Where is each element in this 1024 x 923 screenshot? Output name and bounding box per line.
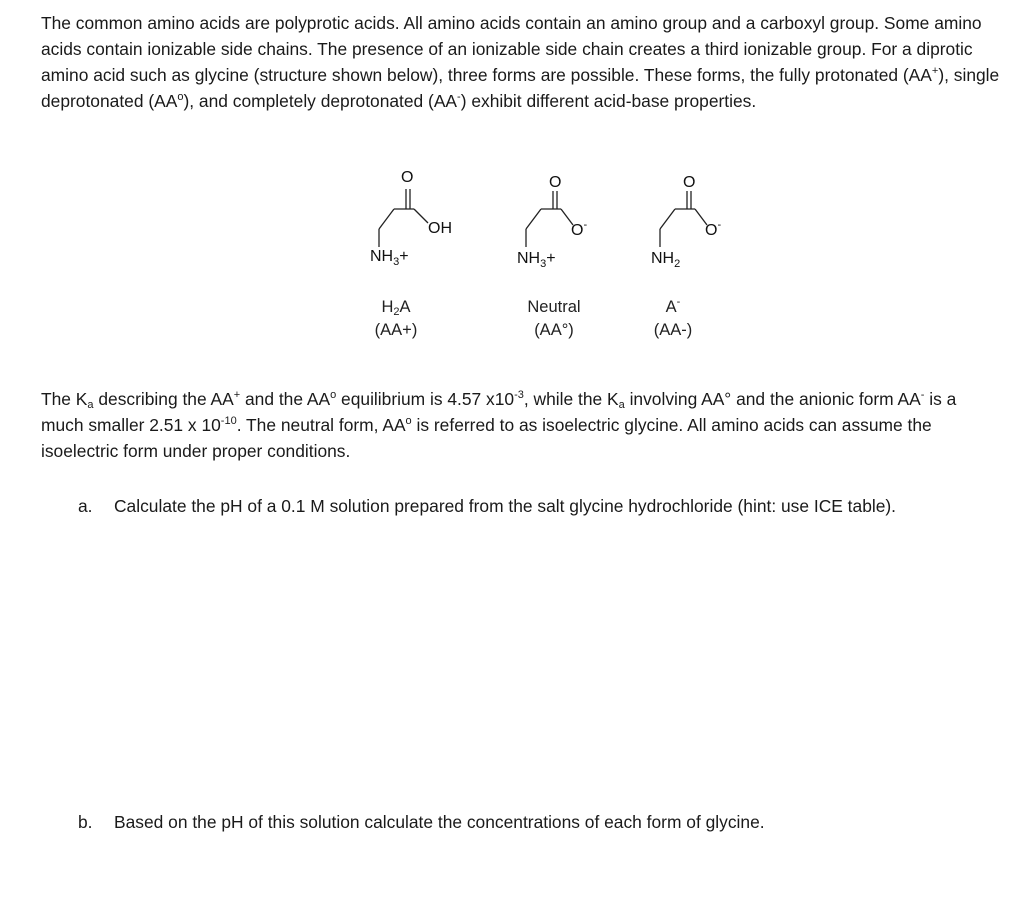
intro-text-2: ), single deprotonated (AA: [41, 65, 1000, 111]
form-caption: (AA+): [374, 321, 418, 339]
formula-h: H: [381, 298, 394, 316]
amine-nh: NH: [651, 250, 675, 267]
carboxylate-charge: -: [583, 219, 588, 231]
question-a-text: Calculate the pH of a 0.1 M solution prepared from the salt glycine hydrochloride (hint: use ICE table).: [114, 496, 897, 516]
formula-sub: 2: [393, 306, 400, 318]
amine-sub: 2: [674, 258, 681, 270]
formula-caption: Neutral: [527, 298, 581, 316]
ammonium-charge: +: [546, 250, 556, 267]
question-a: [78, 493, 958, 519]
ka-sup-2: o: [330, 389, 337, 401]
intro-paragraph: [41, 10, 1001, 114]
ammonium-nh: NH: [370, 248, 394, 265]
formula-a: A: [665, 298, 677, 316]
ammonium-nh: NH: [517, 250, 541, 267]
ammonium-label: [517, 250, 556, 268]
formula-caption: [641, 298, 705, 317]
ka-text-4: equilibrium is 4.57 x10: [336, 389, 515, 409]
carboxylate-charge: -: [717, 219, 722, 231]
intro-text-3: ), and completely deprotonated (AA: [183, 91, 458, 111]
ka-exponent-1: -3: [514, 389, 524, 401]
form-caption: (AA°): [534, 321, 574, 339]
ka-text-6: involving AA° and the anionic form AA: [624, 389, 921, 409]
intro-sup-o: o: [177, 91, 184, 103]
glycine-anion-structure: [641, 165, 781, 355]
ka-text-3: and the AA: [240, 389, 331, 409]
ammonium-label: [370, 248, 409, 266]
carboxylate-o: O: [705, 222, 718, 239]
amine-label: [651, 250, 680, 268]
intro-text-1: The common amino acids are polyprotic acids. All amino acids contain an amino group and a carboxyl group. Some amino acids contain ionizable side chains. The presence of an ionizable side chain creates a third ionizable group. For a diprotic amino acid such as glycine (structure shown below), three forms are possible. These forms, the fully protonated (AA: [41, 13, 982, 85]
ammonium-sub: 3: [540, 258, 547, 270]
question-b: [78, 809, 958, 835]
intro-text-4: ) exhibit different acid-base properties.: [460, 91, 757, 111]
glycine-zwitterion-structure: [507, 165, 647, 355]
intro-sup-minus: -: [457, 91, 461, 103]
ka-sub-a2: a: [618, 399, 625, 411]
ka-sup-4: o: [405, 415, 412, 427]
carboxylate-oxygen-label: [705, 219, 722, 240]
carboxylate-o: O: [571, 222, 584, 239]
ka-sup-3: -: [920, 389, 925, 401]
ka-sub-a1: a: [87, 399, 94, 411]
ka-text-1: The K: [41, 389, 88, 409]
question-b-text: Based on the pH of this solution calculate the concentrations of each form of glycine.: [114, 812, 765, 832]
form-caption: (AA-): [653, 321, 693, 339]
ammonium-sub: 3: [393, 256, 400, 268]
ka-sup-1: +: [233, 389, 241, 401]
ka-text-7: is a much smaller 2.51 x 10: [41, 389, 957, 435]
question-a-letter: a.: [78, 496, 93, 516]
carboxylate-oxygen-label: [571, 219, 588, 240]
carbonyl-oxygen-label: O: [549, 174, 562, 191]
carbonyl-oxygen-label: O: [683, 174, 696, 191]
carbonyl-oxygen-label: O: [401, 169, 414, 186]
ka-paragraph: [41, 386, 1001, 464]
glycine-cation-structure: [360, 165, 500, 355]
intro-sup-plus: +: [931, 65, 939, 77]
formula-charge: -: [676, 296, 681, 308]
formula-a: A: [399, 298, 411, 316]
question-b-letter: b.: [78, 812, 93, 832]
ka-text-8: . The neutral form, AA: [236, 415, 406, 435]
ka-text-9: is referred to as isoelectric glycine. All amino acids can assume the isoelectric form under proper conditions.: [41, 415, 932, 461]
formula-caption: [362, 298, 430, 317]
ka-exponent-2: -10: [220, 415, 237, 427]
hydroxyl-label: OH: [428, 220, 452, 237]
ka-text-2: describing the AA: [93, 389, 234, 409]
ammonium-charge: +: [399, 248, 409, 265]
ka-text-5: , while the K: [523, 389, 619, 409]
